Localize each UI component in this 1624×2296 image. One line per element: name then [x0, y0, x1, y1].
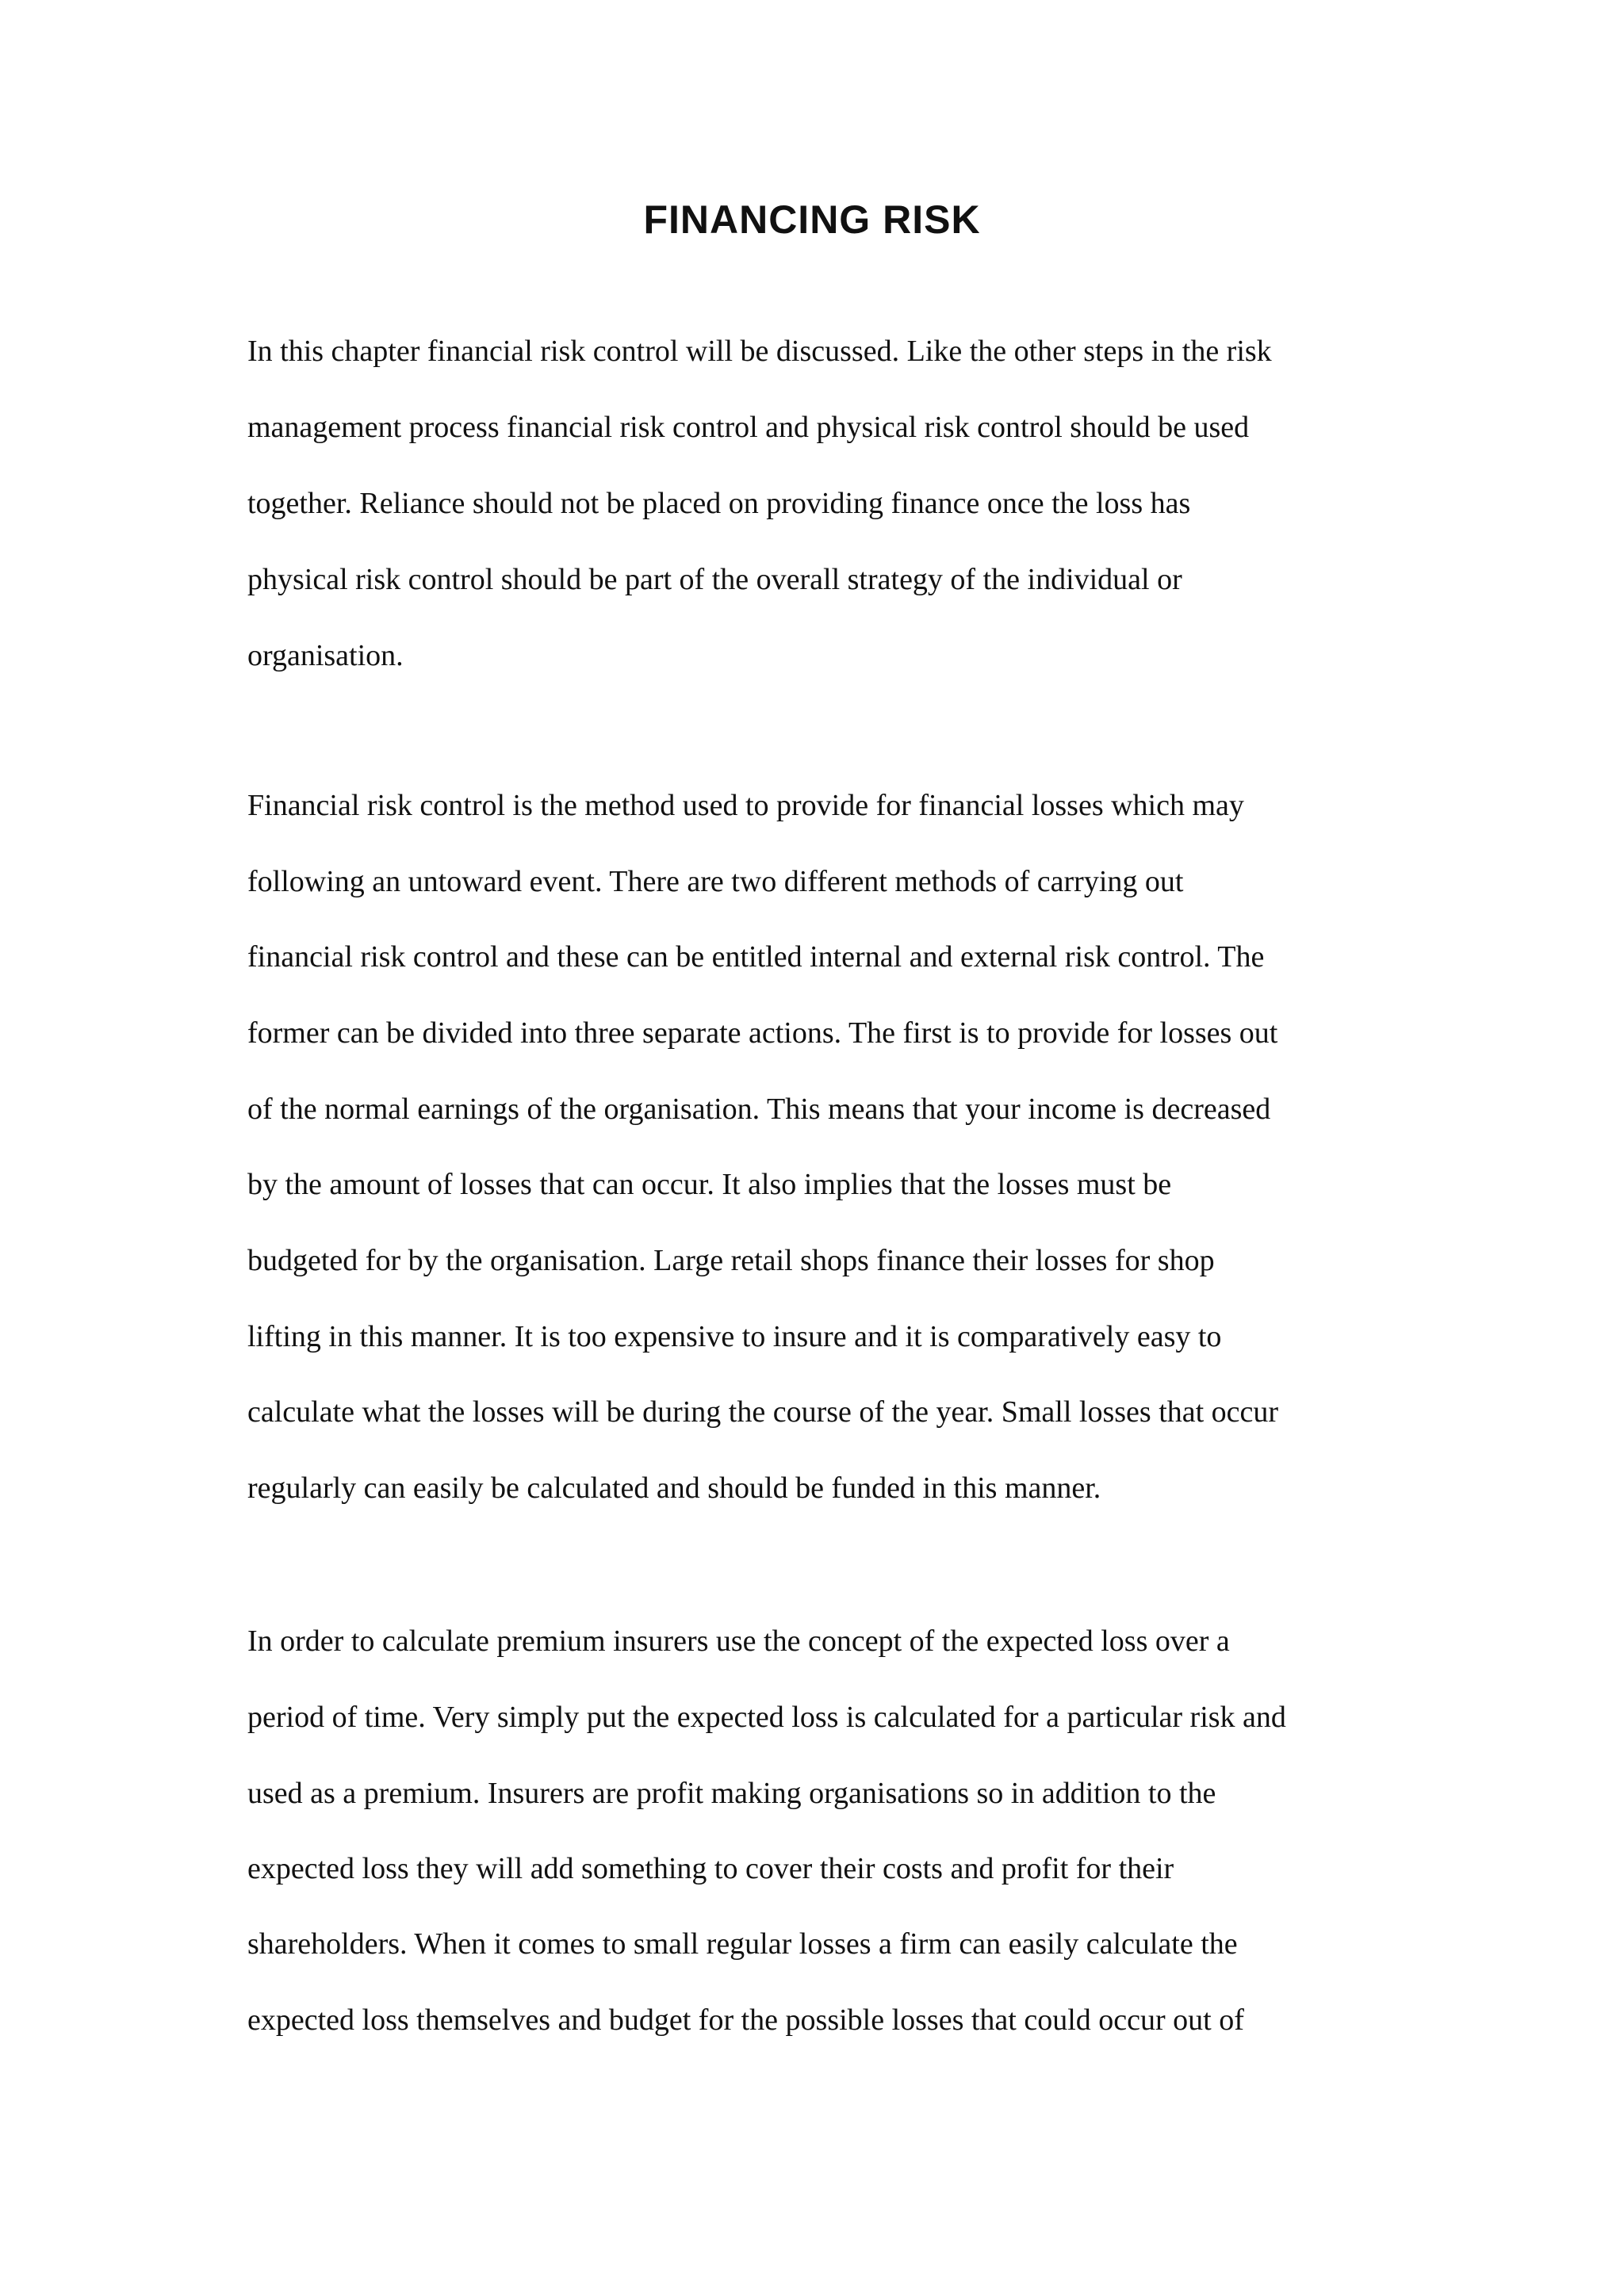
paragraph-line: In order to calculate premium insurers use the concept of the expected loss over a — [247, 1624, 1230, 1658]
paragraph-line: together. Reliance should not be placed on providing finance once the loss has — [247, 487, 1191, 520]
paragraph-line: former can be divided into three separate actions. The first is to provide for losses out — [247, 1016, 1278, 1050]
paragraph-line: period of time. Very simply put the expected loss is calculated for a particular risk and — [247, 1701, 1286, 1734]
paragraph-line: regularly can easily be calculated and should be funded in this manner. — [247, 1471, 1101, 1505]
paragraph-line: In this chapter financial risk control will be discussed. Like the other steps in the risk — [247, 335, 1272, 368]
paragraph-line: financial risk control and these can be entitled internal and external risk control. The — [247, 940, 1265, 974]
paragraph-line: lifting in this manner. It is too expensive to insure and it is comparatively easy to — [247, 1320, 1222, 1353]
paragraph-line: organisation. — [247, 639, 404, 672]
paragraph-line: calculate what the losses will be during the course of the year. Small losses that occur — [247, 1395, 1279, 1429]
paragraph-line: expected loss themselves and budget for the possible losses that could occur out of — [247, 2003, 1244, 2037]
paragraph-line: shareholders. When it comes to small regular losses a firm can easily calculate the — [247, 1927, 1238, 1961]
paragraph-line: expected loss they will add something to cover their costs and profit for their — [247, 1852, 1174, 1885]
paragraph-line: physical risk control should be part of the overall strategy of the individual or — [247, 563, 1182, 596]
paragraph-line: management process financial risk control and physical risk control should be used — [247, 411, 1250, 444]
paragraph-line: following an untoward event. There are two different methods of carrying out — [247, 865, 1184, 898]
paragraph-line: by the amount of losses that can occur. It also implies that the losses must be — [247, 1168, 1172, 1201]
paragraph-line: used as a premium. Insurers are profit making organisations so in addition to the — [247, 1777, 1216, 1810]
paragraph-line: Financial risk control is the method used to provide for financial losses which may — [247, 789, 1244, 822]
paragraph-line: budgeted for by the organisation. Large retail shops finance their losses for shop — [247, 1244, 1215, 1277]
paragraph-line: of the normal earnings of the organisation. This means that your income is decreased — [247, 1093, 1271, 1126]
document-title: FINANCING RISK — [643, 197, 981, 242]
